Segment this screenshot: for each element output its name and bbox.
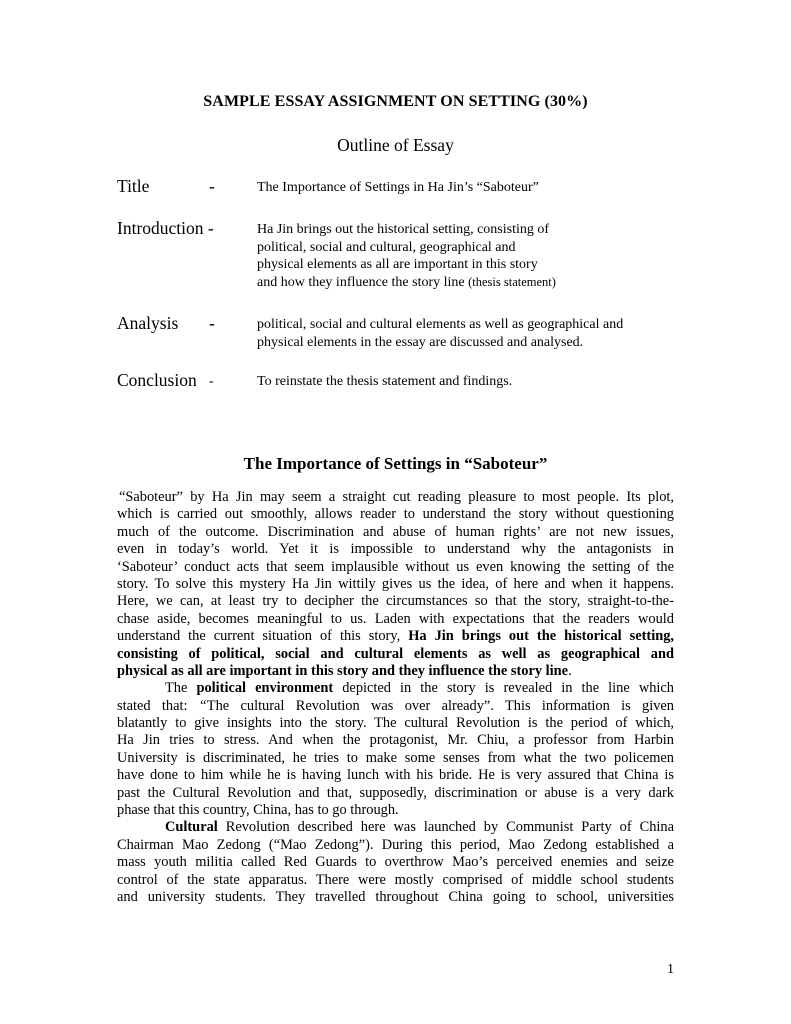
assignment-title: SAMPLE ESSAY ASSIGNMENT ON SETTING (30%) [203, 93, 588, 110]
thesis-text: physical as all are important in this story and they influence the story line [117, 662, 569, 679]
paragraph-text: The cultural Revolution was over already”. This information is given [206, 697, 675, 714]
page-number: 1 [667, 962, 674, 977]
paragraph-line: “Saboteur” by Ha Jin may seem a straight cut reading pleasure to most people. Its plot, [119, 489, 674, 505]
outline-analysis-label: Analysis [117, 313, 179, 333]
outline-introduction-last-text: and how they influence the story line [257, 274, 469, 290]
outline-introduction-line: physical elements as all are important in this story [257, 257, 538, 272]
thesis-statement-note: (thesis statement) [468, 274, 556, 289]
essay-body [117, 489, 674, 906]
paragraph-text: understand the current situation of this story, [117, 628, 409, 645]
paragraph-line: ‘Saboteur’ conduct acts that seem implausible without us even knowing the setting of the [117, 558, 674, 575]
outline-analysis-line: physical elements in the essay are discussed and analysed. [257, 334, 584, 350]
outline-analysis-line: political, social and cultural elements as well as geographical and [257, 317, 624, 332]
paragraph-line: control of the state apparatus. There were mostly comprised of middle school students [117, 871, 674, 888]
paragraph-line [117, 698, 674, 715]
outline-conclusion-dash: - [209, 374, 214, 389]
outline-title-dash: - [209, 176, 215, 196]
paragraph-line: even in today’s world. Yet it is impossible to understand why the antagonists in [117, 541, 674, 558]
paragraph-line: phase that this country, China, has to go through. [117, 802, 399, 819]
paragraph-text: Revolution described here was launched by Communist Party of China [217, 819, 674, 836]
outline-conclusion-label: Conclusion [117, 370, 197, 390]
essay-heading: The Importance of Settings in “Saboteur” [243, 454, 548, 473]
paragraph-text: The [165, 680, 197, 697]
paragraph-line: and university students. They travelled throughout China going to school, universities [117, 888, 674, 905]
outline-introduction-label: Introduction - [117, 218, 214, 238]
outline-introduction-line: political, social and cultural, geographical and [257, 239, 516, 255]
outline-title-label: Title [117, 176, 150, 196]
outline-introduction-line [257, 274, 677, 292]
paragraph-line: past the Cultural Revolution and that, supposedly, discrimination or abuse is a very dark [117, 784, 674, 801]
paragraph-line: which is carried out smoothly, allows reader to understand the story without questioning [117, 506, 674, 523]
paragraph-line [117, 628, 674, 645]
outline-conclusion-line: To reinstate the thesis statement and findings. [257, 374, 513, 389]
outline-introduction-line: Ha Jin brings out the historical setting, consisting of [257, 222, 550, 237]
paragraph-line: much of the outcome. Discrimination and abuse of human rights’ are not new issues, [117, 523, 674, 540]
paragraph-line [117, 646, 674, 663]
paragraph-text: depicted in the story is revealed in the line which [333, 680, 674, 697]
outline-title-text [257, 179, 677, 197]
paragraph-line: Here, we can, at least try to decipher the circumstances so that the story, straight-to-the- [117, 593, 674, 610]
emphasis-text: Cultural [165, 819, 218, 836]
paragraph-line: blatantly to give insights into the story. The cultural Revolution is the period of which, [117, 715, 674, 732]
paragraph-line: University is discriminated, he tries to make some senses from what the two policemen [117, 749, 674, 766]
outline-heading: Outline of Essay [337, 135, 454, 155]
paragraph-text: stated that: [117, 697, 199, 714]
thesis-text: Ha Jin brings out the historical setting, [408, 628, 674, 645]
paragraph-line [117, 819, 674, 836]
paragraph-line: mass youth militia called Red Guards to overthrow Mao’s perceived enemies and seize [117, 854, 674, 871]
paragraph-line: story. To solve this mystery Ha Jin wittily gives us the idea, of here and when it happens. [117, 575, 674, 592]
outline-title-line: The Importance of Settings in Ha Jin’s “Saboteur” [257, 180, 539, 195]
thesis-text: consisting of political, social and cultural elements as well as geographical and [117, 645, 674, 662]
outline-analysis-dash: - [209, 313, 215, 333]
outline-introduction-text [257, 221, 677, 291]
quote-mark: “ [198, 697, 207, 714]
paragraph-line: Chairman Mao Zedong (“Mao Zedong”). During this period, Mao Zedong established a [117, 836, 674, 853]
paragraph-line [117, 680, 674, 697]
paragraph-text: . [568, 662, 572, 679]
paragraph-line: Ha Jin tries to stress. And when the protagonist, Mr. Chiu, a professor from Harbin [117, 732, 674, 749]
outline-conclusion-text [257, 373, 677, 391]
paragraph-line: chase aside, becomes meaningful to us. Laden with expectations that the readers would [117, 610, 674, 627]
outline-analysis-text [257, 316, 677, 351]
emphasis-text: political environment [196, 680, 334, 697]
paragraph-line [117, 663, 674, 680]
paragraph-line: have done to him while he is having lunch with his bride. He is very assured that China is [117, 767, 674, 784]
